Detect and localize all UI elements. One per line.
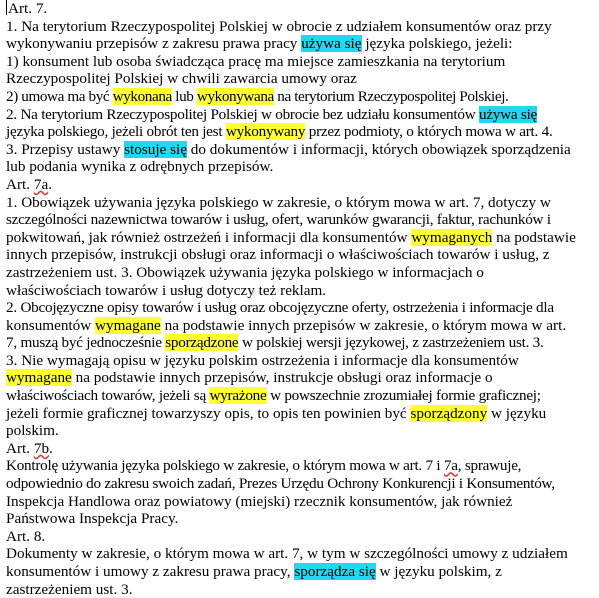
text-line [6, 581, 595, 598]
text-run: w polskiej wersji językowej, z zastrzeżeniem ust. 3. [238, 334, 544, 352]
highlight-cyan: stosuje się [124, 140, 187, 158]
text-run: języka polskiego, jeżeli: [361, 35, 513, 53]
text-run: 1. Obowiązek używania języka polskiego w zakresie, o którym mowa w art. 7, dotyczy w [6, 193, 551, 211]
highlight-yellow: sporządzony [410, 404, 488, 422]
text-run: zastrzeżeniem ust. 3. [6, 580, 133, 598]
text-run: Dokumenty w zakresie, o którym mowa w art. 7, w tym w szczególności umowy z udziałem [6, 545, 568, 563]
text-run: Art. 8. [6, 527, 46, 545]
text-run: 3. Przepisy ustawy [6, 140, 125, 158]
spellcheck-underline: 7a [33, 175, 49, 193]
text-run: na terytorium Rzeczypospolitej Polskiej. [273, 87, 509, 105]
text-run: Rzeczypospolitej Polskiej w chwili zawarcia umowy oraz [6, 70, 357, 88]
highlight-cyan: używa się [478, 105, 538, 123]
text-run: przez podmioty, o których mowa w art. 4. [305, 123, 553, 141]
text-line [6, 53, 595, 71]
text-run: jeżeli formie graficznej towarzyszy opis, to opis ten powinien być [6, 404, 411, 422]
text-line [6, 545, 595, 563]
text-run: 2) umowa ma być [6, 87, 113, 105]
text-line [6, 194, 595, 212]
highlight-yellow: wykonywana [196, 87, 274, 105]
text-run: szczególności nazewnictwa towarów i usług, ofert, warunków gwarancji, faktur, rachunków i [6, 211, 551, 229]
text-line [6, 35, 595, 53]
text-run: w języku [487, 404, 547, 422]
text-run: 1. Na terytorium Rzeczypospolitej Polskiej w obrocie z udziałem konsumentów oraz przy [6, 17, 552, 35]
text-run: odpowiednio do zakresu swoich zadań, Prezes Urzędu Ochrony Konkurencji i Konsumentów, [6, 475, 555, 493]
highlight-yellow: wyrażone [209, 387, 267, 405]
text-run: właściwościach towarów i usług dotyczy też reklam. [6, 281, 327, 299]
text-line [6, 369, 595, 387]
text-line [6, 475, 595, 493]
text-run: w języku polskim, z [375, 563, 502, 580]
text-line [6, 422, 595, 440]
text-run: na podstawie innych przepisów, instrukcje obsługi oraz informacje o [71, 369, 493, 387]
text-line [6, 317, 595, 335]
text-line [6, 510, 595, 528]
highlight-yellow: wymaganych [411, 228, 493, 246]
text-line [6, 299, 595, 317]
text-line [6, 528, 595, 546]
text-cursor [6, 0, 7, 15]
text-run: lub [171, 87, 197, 105]
text-run: Art. 7. [8, 0, 48, 17]
text-line [6, 70, 595, 88]
text-run: języka polskiego, jeżeli obrót ten jest [6, 123, 226, 141]
text-line [6, 457, 595, 475]
text-run: Inspekcja Handlowa oraz powiatowy (miejski) rzecznik konsumentów, jak również [6, 492, 513, 510]
text-line [6, 88, 595, 106]
text-run: Art. [6, 175, 34, 193]
text-run: w powszechnie zrozumiałej formie graficznej; [266, 387, 541, 405]
text-line [6, 352, 595, 370]
text-run: polskim. [6, 422, 59, 440]
text-line [6, 141, 595, 159]
text-line [6, 176, 595, 194]
spellcheck-underline: 7a [443, 457, 458, 475]
highlight-cyan: sporządza się [294, 563, 376, 580]
text-line [6, 106, 595, 124]
text-line [6, 211, 595, 229]
highlight-yellow: wymagane [6, 369, 72, 387]
text-line [6, 0, 595, 18]
text-run: na podstawie [492, 228, 576, 246]
text-run: na podstawie innych przepisów w zakresie, o którym mowa w art. [160, 316, 567, 334]
text-line [6, 563, 595, 581]
text-run: innych przepisów, instrukcji obsługi oraz informacji o właściwościach towarów i usług, z [6, 246, 550, 264]
text-line [6, 158, 595, 176]
text-run: 2. Obcojęzyczne opisy towarów i usług oraz obcojęzyczne oferty, ostrzeżenia i informacje dla [6, 299, 554, 317]
text-run: Państwowa Inspekcja Pracy. [6, 510, 179, 528]
text-run: pokwitowań, jak również ostrzeżeń i informacji dla konsumentów [6, 228, 412, 246]
text-run: Art. [6, 439, 34, 457]
highlight-yellow: wykonana [112, 87, 172, 105]
text-line [6, 123, 595, 141]
highlight-yellow: wykonywany [225, 123, 306, 141]
text-run: , sprawuje, [457, 457, 522, 475]
text-run: 7, muszą być jednocześnie [6, 334, 166, 352]
text-run: właściwościach towarów, jeżeli są [6, 387, 210, 405]
text-run: konsumentów [6, 316, 96, 334]
text-run: lub podania wynika z odrębnych przepisów. [6, 158, 274, 176]
spellcheck-underline: 7b [33, 439, 50, 457]
text-line [6, 18, 595, 36]
text-run: 3. Nie wymagają opisu w języku polskim ostrzeżenia i informacje dla konsumentów [6, 351, 519, 369]
highlight-cyan: używa się [301, 35, 362, 53]
text-run: . [48, 175, 52, 193]
highlight-yellow: wymagane [95, 316, 161, 334]
text-run: konsumentów i umowy z zakresu prawa pracy, [6, 563, 295, 580]
text-run: . [49, 439, 53, 457]
text-line [6, 282, 595, 300]
text-run: do dokumentów i informacji, których obowiązek sporządzenia [186, 140, 571, 158]
text-line [6, 246, 595, 264]
text-line [6, 264, 595, 282]
text-run: 1) konsument lub osoba świadcząca pracę ma miejsce zamieszkania na terytorium [6, 52, 506, 70]
text-line [6, 387, 595, 405]
text-run: Kontrolę używania języka polskiego w zakresie, o którym mowa w art. 7 i [6, 457, 444, 475]
highlight-yellow: sporządzone [165, 334, 239, 352]
text-line [6, 334, 595, 352]
text-line [6, 229, 595, 247]
text-line [6, 440, 595, 458]
text-run: 2. Na terytorium Rzeczypospolitej Polskiej w obrocie bez udziału konsumentów [6, 105, 479, 123]
text-line [6, 493, 595, 511]
text-line [6, 405, 595, 423]
text-run: zastrzeżeniem ust. 3. Obowiązek używania języka polskiego w informacjach o [6, 263, 484, 281]
text-run: wykonywaniu przepisów z zakresu prawa pracy [6, 35, 302, 53]
